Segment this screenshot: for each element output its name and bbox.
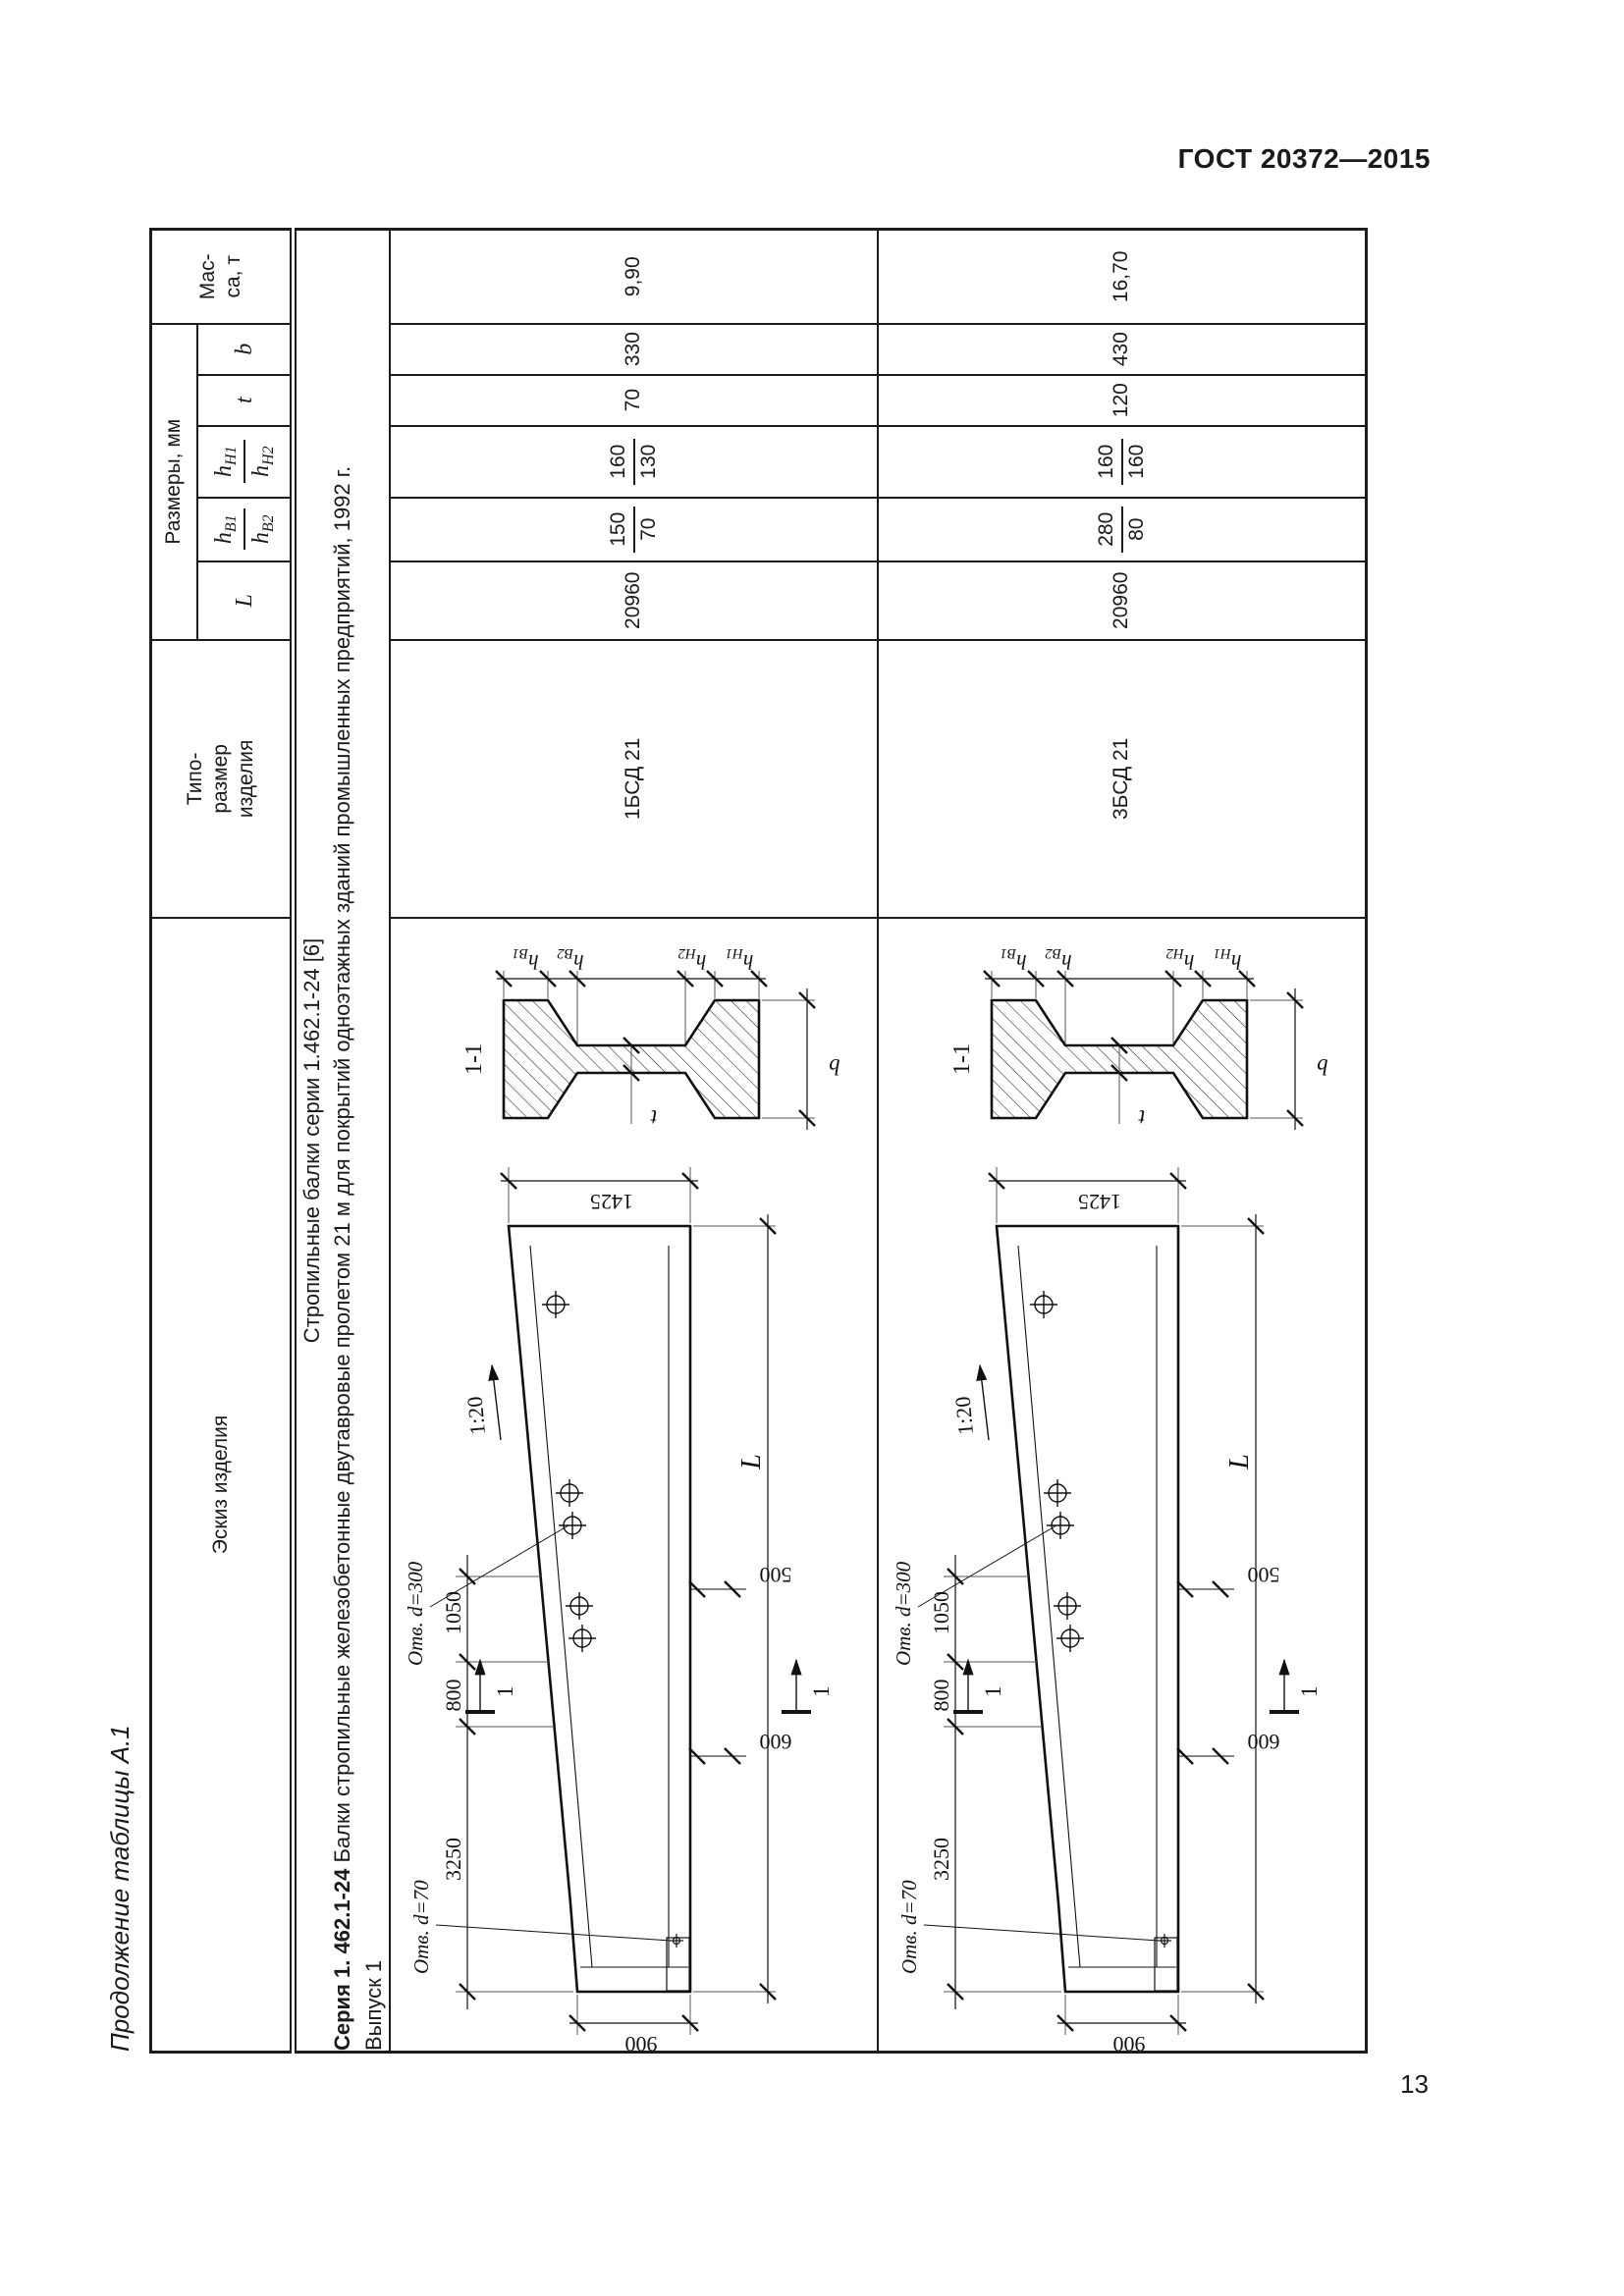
dim-1050: 1050 [929,1591,953,1634]
dim-3250: 3250 [441,1838,465,1881]
beam-sketch [879,917,1365,2051]
dim-800: 800 [441,1679,465,1712]
dim-1050: 1050 [441,1591,465,1634]
label-hole-d70: Отв. d=70 [897,1880,921,1974]
dim-900: 900 [624,2032,658,2051]
beam-elevation [892,1167,1322,2051]
series-description: Серия 1. 462.1-24 Балки стропильные железобетонные двутавровые пролетом 21 м для покрытий одноэтажных зданий промышленных предприятий, 1992 г. [330,465,355,2051]
cut-label-top: 1 [493,1685,517,1697]
dim-L: L [1224,1454,1255,1469]
dim-L: L [736,1454,767,1469]
label-hH2: $h_{H2}$ [677,945,707,974]
series-row [294,230,391,2053]
beam-section [949,945,1328,1130]
label-slope: 1:20 [949,1395,978,1436]
section-title: 1-1 [949,1043,975,1075]
cell-mass: 16,70 [878,230,1367,324]
header-hB: $h_{B1}$ $h_{B2}$ [197,498,294,561]
beam-drawing-3bsd21 [879,917,1365,2051]
cell-b: 430 [878,324,1367,375]
label-hole-d300: Отв. d=300 [892,1561,915,1666]
cell-hH: 160 160 [878,426,1367,498]
table-row [390,230,878,2053]
beam-section [461,945,840,1130]
label-hH1: $h_{H1}$ [725,945,754,974]
cell-t: 70 [390,375,878,426]
series-subtitle: Стропильные балки серии 1.462.1-24 [6] [298,937,324,1344]
label-hH2: $h_{H2}$ [1165,945,1195,974]
cell-b: 330 [390,324,878,375]
beam-specification-table [149,228,1368,2054]
label-t: t [650,1105,658,1130]
beam-elevation [404,1167,834,2051]
dim-600: 600 [759,1730,792,1754]
header-sketch: Эскиз изделия [151,918,294,2053]
label-hB2: $h_{B2}$ [557,945,584,974]
header-b: b [197,324,294,375]
cell-mass: 9,90 [390,230,878,324]
label-slope: 1:20 [461,1395,490,1436]
cell-L: 20960 [878,561,1367,640]
table-row [878,230,1367,2053]
dim-3250: 3250 [929,1838,953,1881]
dim-1425: 1425 [590,1190,633,1214]
label-hH1: $h_{H1}$ [1213,945,1242,974]
dim-900: 900 [1112,2032,1146,2051]
cell-type-size: 1БСД 21 [390,640,878,918]
cell-hB: 150 70 [390,498,878,561]
dim-800: 800 [929,1679,953,1712]
cell-type-size: 3БСД 21 [878,640,1367,918]
header-hH: $h_{H1}$ $h_{H2}$ [197,426,294,498]
cell-L: 20960 [390,561,878,640]
header-mass: Мас- са, т [151,230,294,324]
cut-label-bottom: 1 [1297,1685,1322,1697]
label-t: t [1138,1105,1146,1130]
label-hB2: $h_{B2}$ [1045,945,1072,974]
sketch-cell-row1 [390,918,878,2053]
cell-hH: 160 130 [390,426,878,498]
header-dimensions-group: Размеры, мм [151,324,198,640]
cut-label-bottom: 1 [809,1685,834,1697]
label-hB1: $h_{B1}$ [512,945,539,974]
header-L: L [197,561,294,640]
cut-label-top: 1 [981,1685,1005,1697]
header-type-size: Типо- размер изделия [151,640,294,918]
label-b: b [1317,1054,1328,1079]
label-hB1: $h_{B1}$ [1000,945,1027,974]
header-t: t [197,375,294,426]
beam-sketch [391,917,877,2051]
document-number: ГОСТ 20372—2015 [1177,143,1431,174]
sketch-cell-row2 [878,918,1367,2053]
beam-drawing-1bsd21 [391,917,877,2051]
label-hole-d300: Отв. d=300 [404,1561,427,1666]
rotated-table-block [103,228,1380,2054]
dim-500: 500 [759,1563,792,1587]
cell-hB: 280 80 [878,498,1367,561]
label-b: b [829,1054,840,1079]
section-title: 1-1 [461,1043,487,1075]
dim-600: 600 [1247,1730,1280,1754]
cell-t: 120 [878,375,1367,426]
dim-500: 500 [1247,1563,1280,1587]
series-issue: Выпуск 1 [360,1959,386,2051]
page-number: 13 [1400,2069,1429,2099]
table-caption: Продолжение таблицы А.1 [105,1725,135,2052]
label-hole-d70: Отв. d=70 [409,1880,433,1974]
dim-1425: 1425 [1078,1190,1121,1214]
